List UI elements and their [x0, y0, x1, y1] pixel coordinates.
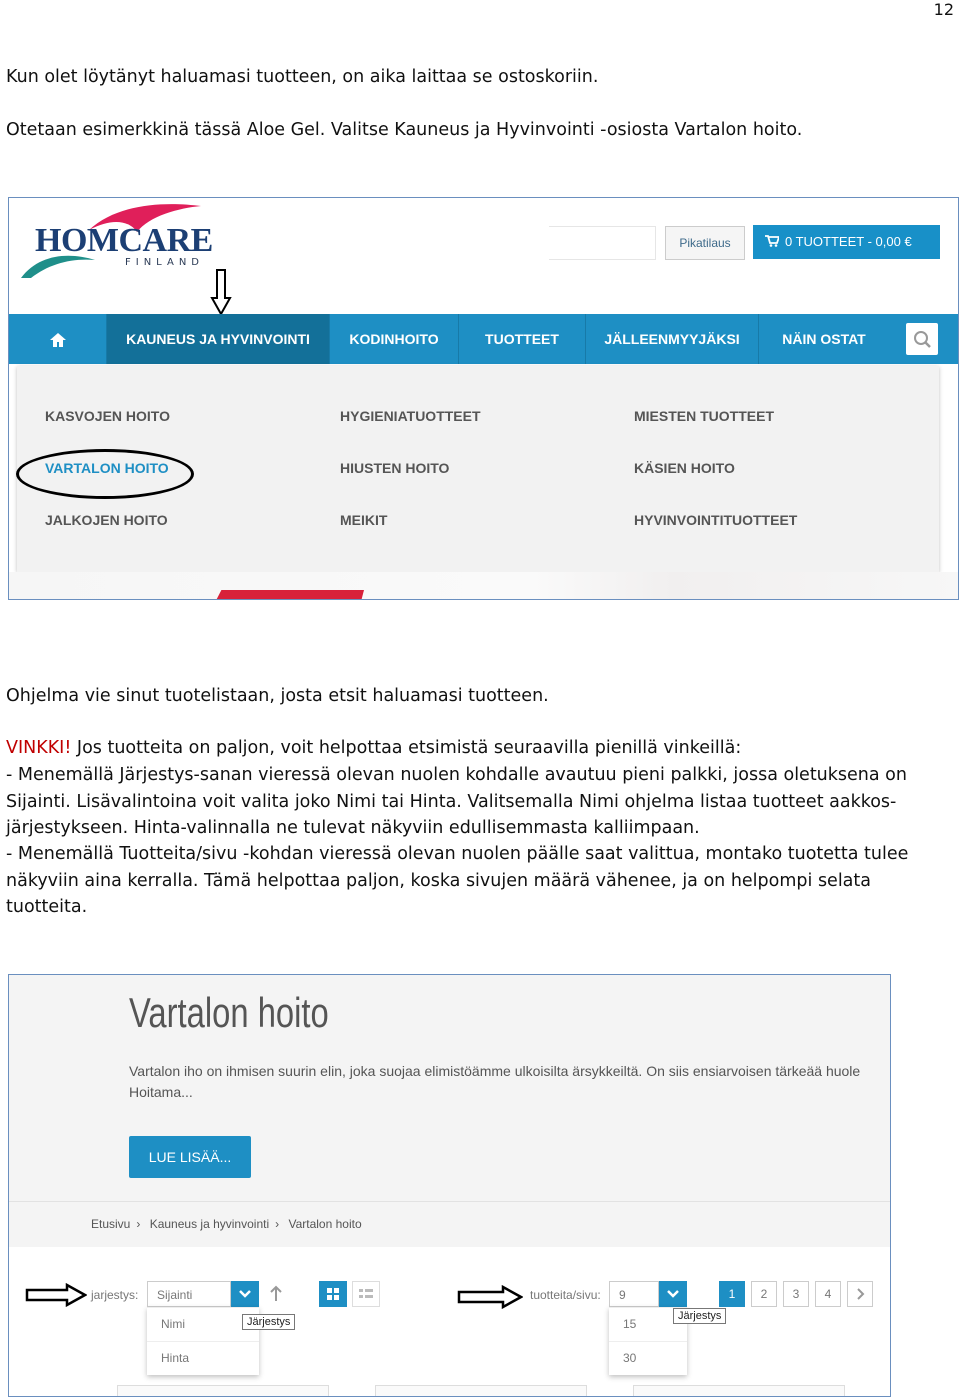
- nav-item-products[interactable]: TUOTTEET: [459, 314, 586, 364]
- breadcrumb: [91, 1217, 368, 1231]
- list-view-button[interactable]: [352, 1281, 380, 1307]
- menu-item-foot-care[interactable]: JALKOJEN HOITO: [45, 512, 168, 528]
- per-page-tooltip: Järjestys: [673, 1308, 726, 1324]
- nav-search-button[interactable]: [906, 323, 938, 355]
- arrow-up-icon: [263, 1281, 289, 1307]
- page-button-2[interactable]: 2: [751, 1281, 777, 1307]
- category-title: Vartalon hoito: [129, 989, 329, 1036]
- next-page-button[interactable]: [847, 1281, 873, 1307]
- per-page-select[interactable]: 9: [609, 1281, 659, 1307]
- breadcrumb-category[interactable]: Kauneus ja hyvinvointi: [149, 1217, 270, 1231]
- main-navigation: [9, 314, 958, 364]
- grid-view-button[interactable]: [319, 1281, 347, 1307]
- breadcrumb-current: Vartalon hoito: [288, 1217, 362, 1231]
- sort-direction-button[interactable]: [263, 1281, 289, 1307]
- highlight-ellipse-annotation: [16, 449, 194, 499]
- cart-icon: [765, 226, 779, 260]
- menu-item-body-care[interactable]: VARTALON HOITO: [45, 460, 169, 476]
- menu-item-hygiene[interactable]: HYGIENIATUOTTEET: [340, 408, 481, 424]
- breadcrumb-separator-icon: ›: [275, 1217, 280, 1231]
- menu-item-wellness[interactable]: HYVINVOINTITUOTTEET: [634, 512, 798, 528]
- grid-icon: [319, 1281, 347, 1307]
- header-search-input[interactable]: [549, 226, 656, 260]
- product-toolbar: [9, 1247, 890, 1396]
- nav-home[interactable]: [9, 314, 107, 364]
- per-page-option-15[interactable]: 15: [609, 1307, 687, 1341]
- product-card: [633, 1385, 845, 1397]
- result-paragraph: Ohjelma vie sinut tuotelistaan, josta etsit haluamasi tuotteen.: [6, 686, 549, 706]
- chevron-right-icon: [848, 1282, 872, 1306]
- divider: [9, 1201, 890, 1202]
- search-icon: [906, 323, 938, 355]
- tip-intro: Jos tuotteita on paljon, voit helpottaa etsimistä seuraavilla pienillä vinkeillä:: [71, 738, 742, 758]
- sort-option-price[interactable]: Hinta: [147, 1341, 259, 1375]
- instruction-paragraph: Otetaan esimerkkinä tässä Aloe Gel. Valitse Kauneus ja Hyvinvointi -osiosta Vartalon hoito.: [6, 120, 803, 140]
- down-arrow-annotation-icon: [210, 268, 232, 320]
- tip-paragraph: [6, 735, 951, 762]
- intro-paragraph: Kun olet löytänyt haluamasi tuotteen, on aika laittaa se ostoskoriin.: [6, 67, 599, 87]
- menu-item-makeup[interactable]: MEIKIT: [340, 512, 388, 528]
- cart-button[interactable]: [753, 225, 940, 259]
- category-description: [129, 1061, 891, 1103]
- right-arrow-annotation-icon: [457, 1285, 523, 1309]
- logo-subtitle: FINLAND: [125, 257, 205, 268]
- hero-banner: [9, 572, 958, 599]
- sort-tooltip: Järjestys: [242, 1314, 295, 1330]
- per-page-label: tuotteita/sivu:: [530, 1288, 601, 1302]
- chevron-down-icon: [231, 1281, 259, 1307]
- sort-select[interactable]: Sijainti: [147, 1281, 231, 1307]
- product-card: [117, 1385, 329, 1397]
- menu-item-hand-care[interactable]: KÄSIEN HOITO: [634, 460, 735, 476]
- category-description-line1: Vartalon iho on ihmisen suurin elin, joka suojaa elimistöämme ulkoisilta ärsykkeiltä. On siis ensiarvoisen tärkeää huole: [129, 1063, 861, 1079]
- page-button-1[interactable]: 1: [719, 1281, 745, 1307]
- sort-dropdown-button[interactable]: [231, 1281, 259, 1307]
- nav-item-beauty[interactable]: KAUNEUS JA HYVINVOINTI: [107, 314, 330, 364]
- right-arrow-annotation-icon: [25, 1283, 87, 1307]
- cart-summary: 0 TUOTTEET - 0,00 €: [785, 234, 912, 249]
- per-page-option-30[interactable]: 30: [609, 1341, 687, 1375]
- per-page-dropdown-button[interactable]: [659, 1281, 687, 1307]
- page-number: 12: [933, 0, 954, 19]
- nav-item-reseller[interactable]: JÄLLEENMYYJÄKSI: [586, 314, 759, 364]
- logo-wordmark: HOMCARE: [35, 222, 213, 259]
- page-button-3[interactable]: 3: [783, 1281, 809, 1307]
- nav-item-how-to-buy[interactable]: NÄIN OSTAT: [782, 331, 866, 347]
- tip-per-page-paragraph: - Menemällä Tuotteita/sivu -kohdan vieressä olevan nuolen päälle saat valittua, montako tuotetta tulee näkyviin aina kerralla. Tämä helpottaa paljon, koska sivujen määrä vähenee, ja on helpompi selata tuotteita.: [6, 844, 909, 917]
- breadcrumb-separator-icon: ›: [136, 1217, 141, 1231]
- breadcrumb-home[interactable]: Etusivu: [91, 1217, 131, 1231]
- menu-item-hair-care[interactable]: HIUSTEN HOITO: [340, 460, 450, 476]
- banner-graphic: [209, 590, 364, 600]
- read-more-button[interactable]: LUE LISÄÄ...: [129, 1136, 251, 1178]
- menu-item-men[interactable]: MIESTEN TUOTTEET: [634, 408, 774, 424]
- category-page-screenshot: [8, 974, 891, 1397]
- homcare-logo: [19, 202, 213, 284]
- tip-label: VINKKI!: [6, 738, 72, 758]
- chevron-down-icon: [659, 1281, 687, 1307]
- sort-label: jarjestys:: [91, 1288, 139, 1302]
- tip-sort-paragraph: - Menemällä Järjestys-sanan vieressä olevan nuolen kohdalle avautuu pieni palkki, jossa oletuksena on Sijainti. Lisävalintoina voit valita joko Nimi tai Hinta. Valitsemalla Nimi ohjelma listaa tuotteet aakkos-järjestykseen. Hinta-valinnalla ne tulevat näkyviin edullisemmasta kalliimpaan.: [6, 765, 907, 838]
- product-card: [375, 1385, 587, 1397]
- list-icon: [353, 1282, 379, 1306]
- menu-item-face-care[interactable]: KASVOJEN HOITO: [45, 408, 170, 424]
- nav-item-home-care[interactable]: KODINHOITO: [330, 314, 459, 364]
- page-button-4[interactable]: 4: [815, 1281, 841, 1307]
- sort-option-name[interactable]: Nimi: [147, 1307, 259, 1341]
- category-description-line2: Hoitama...: [129, 1084, 193, 1100]
- site-header-screenshot: [8, 197, 959, 600]
- home-icon: [49, 332, 67, 348]
- quick-order-button[interactable]: Pikatilaus: [665, 226, 745, 260]
